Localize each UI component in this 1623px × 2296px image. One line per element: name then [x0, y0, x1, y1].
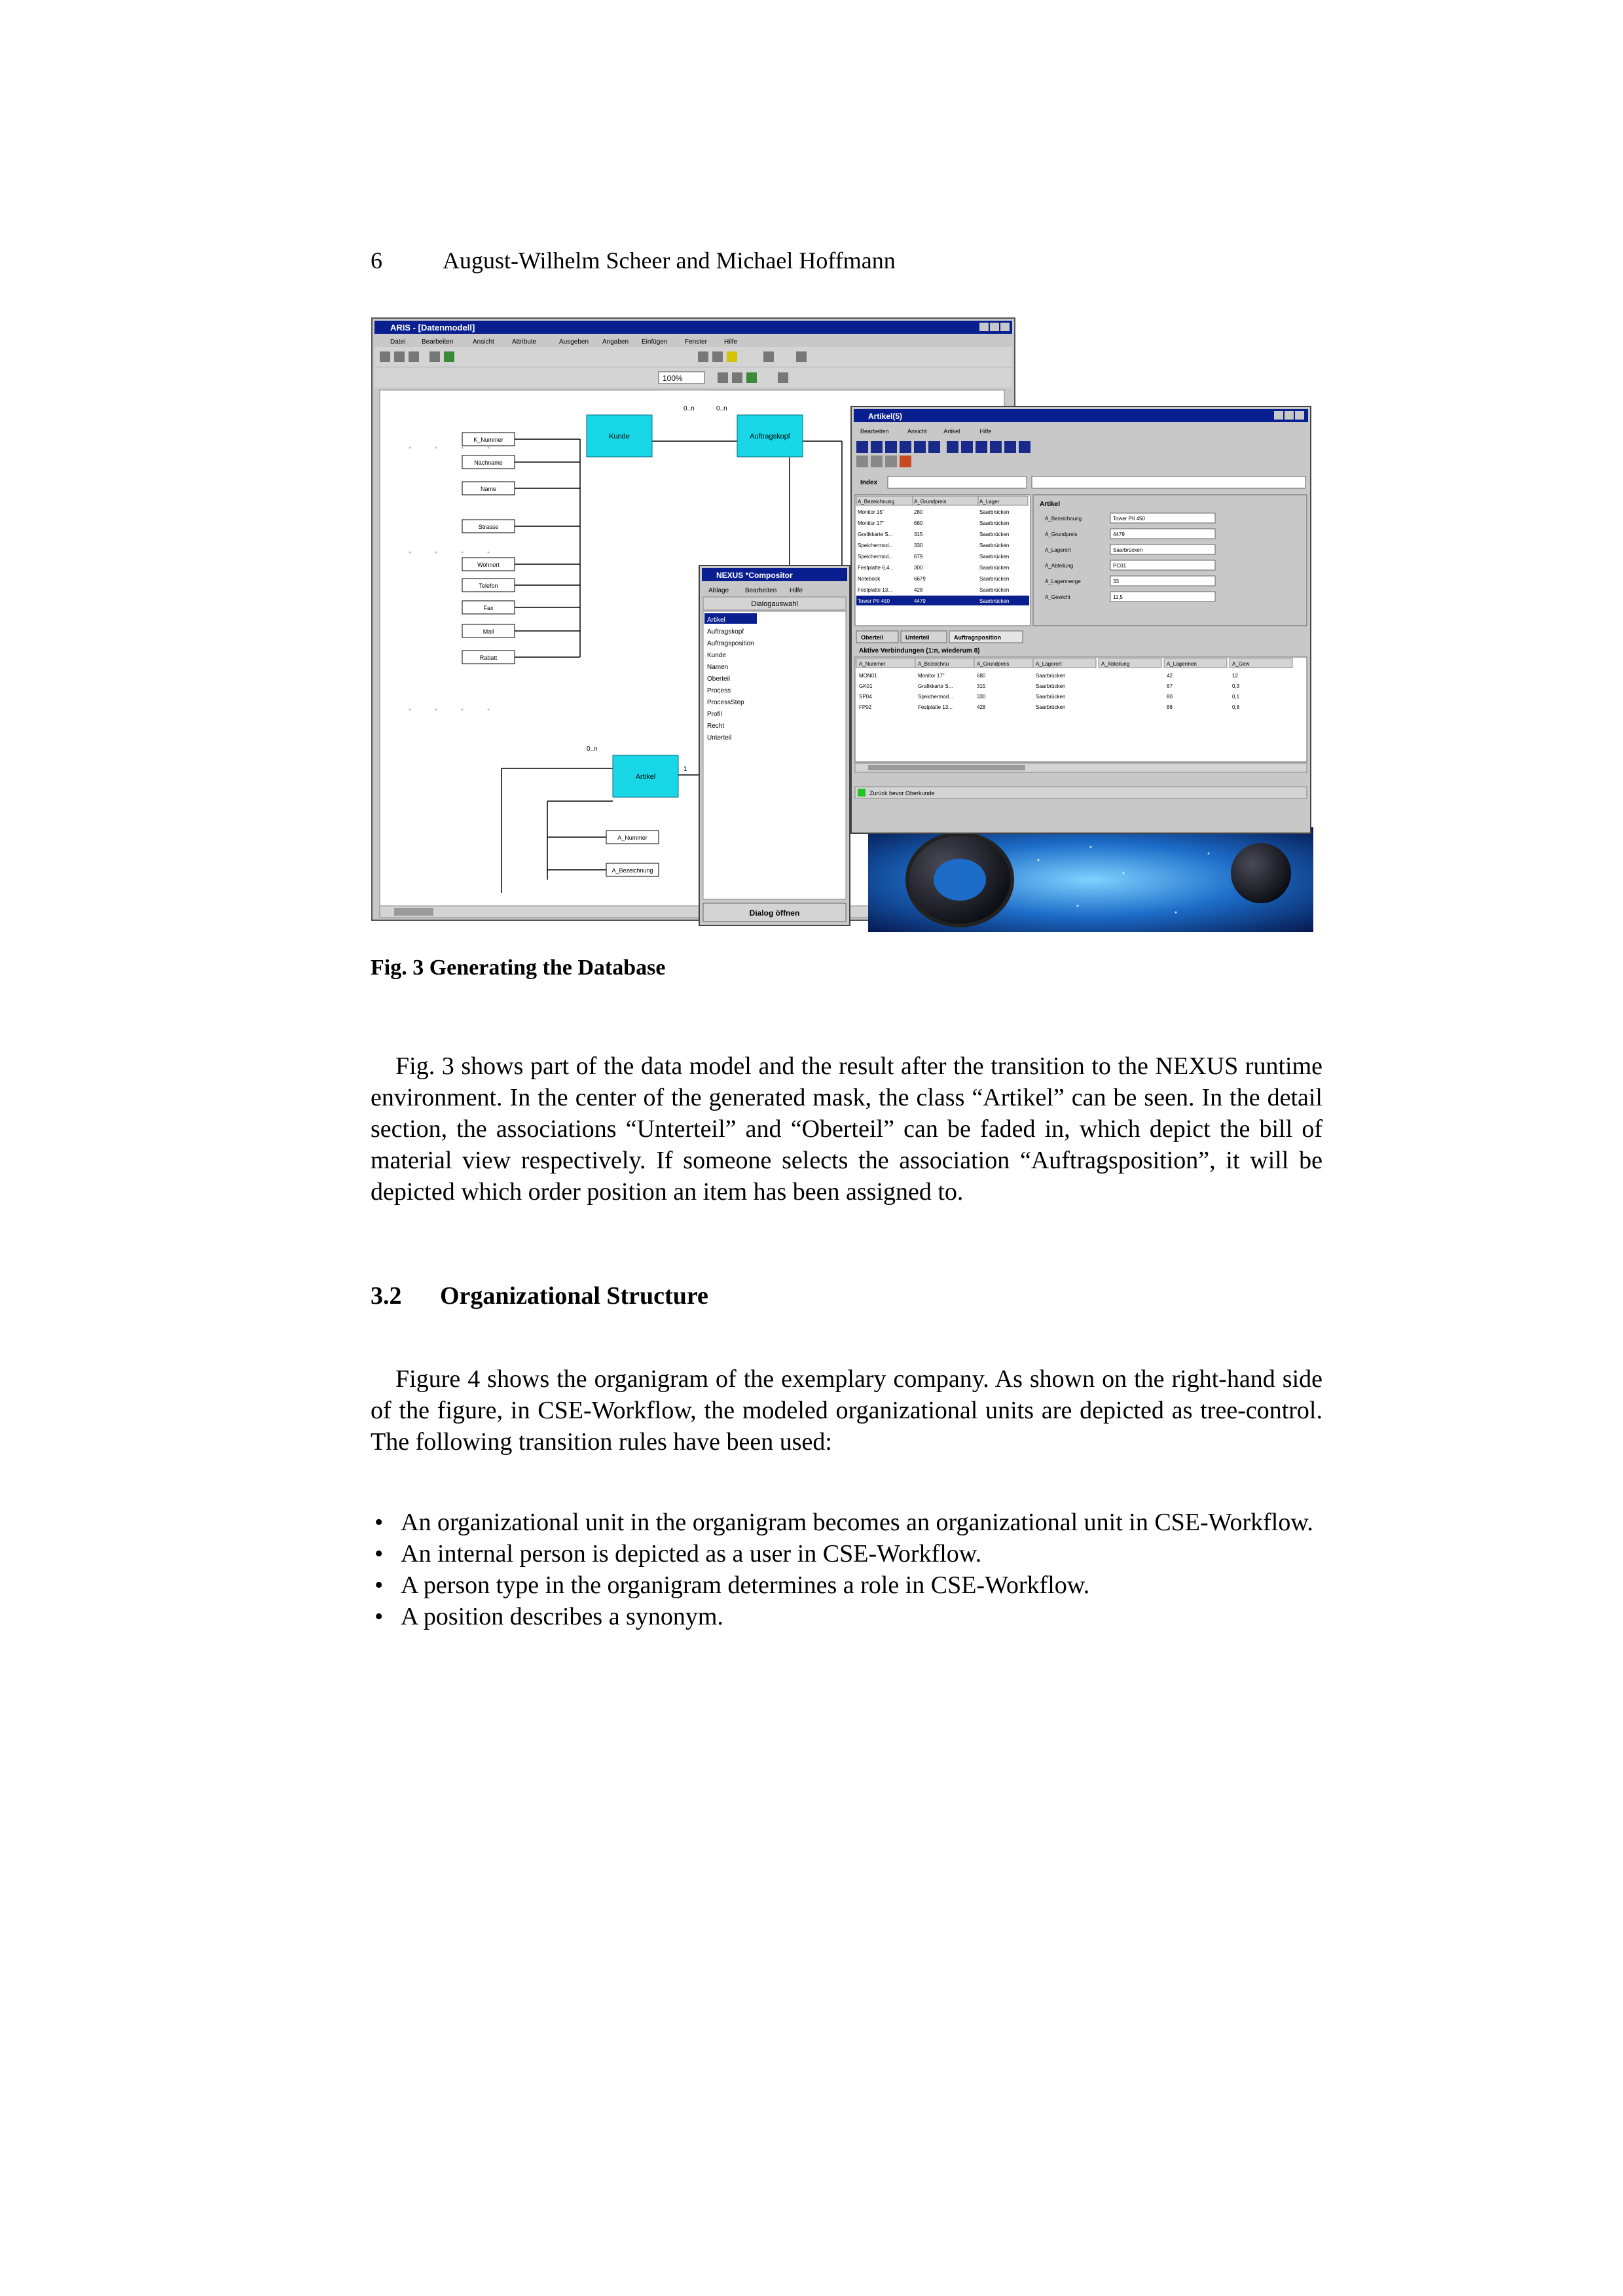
prev-record-icon[interactable] — [885, 441, 897, 453]
bullet-icon: • — [374, 1509, 384, 1536]
zoom-value: 100% — [663, 374, 683, 383]
attribute-label: Mail — [483, 628, 494, 635]
list-cell[interactable]: Monitor 15" — [858, 509, 884, 515]
compositor-item[interactable]: ProcessStep — [707, 699, 744, 706]
section-number: 3.2 — [371, 1282, 402, 1310]
table-cell[interactable]: Monitor 17" — [918, 673, 945, 679]
table-header-label: A_Lagermen — [1167, 661, 1197, 667]
entity-artikel-label: Artikel — [635, 773, 656, 781]
compositor-window — [699, 565, 850, 925]
grid-icon[interactable] — [746, 372, 757, 383]
paragraph-2: Figure 4 shows the organigram of the exemplary company. As shown on the right-hand side of the figure, in CSE-Workflow, the modeled organizational units are depicted as tree-control. The following transition rules have been used: — [371, 1365, 1322, 1456]
field-input[interactable] — [1110, 529, 1215, 539]
detail-header: Artikel — [1040, 501, 1061, 508]
list-cell[interactable]: Festplatte 13... — [858, 587, 892, 593]
attribute-label: Nachname — [474, 459, 503, 466]
compositor-item[interactable]: Kunde — [707, 652, 726, 659]
compositor-menu-bearbeiten[interactable]: Bearbeiten — [745, 587, 777, 594]
page-number: 6 — [371, 247, 382, 274]
next-record-icon[interactable] — [900, 441, 911, 453]
artikel-window — [851, 406, 1311, 833]
aris-menu-item[interactable]: Ansicht — [473, 338, 494, 346]
table-cell[interactable]: GK01 — [859, 683, 873, 689]
compositor-item[interactable]: Auftragskopf — [707, 628, 744, 636]
bullet-list — [371, 1507, 1322, 1632]
list-cell[interactable]: 300 — [914, 565, 923, 571]
first-record-icon[interactable] — [856, 441, 868, 453]
list-cell[interactable]: Saarbrücken — [979, 598, 1010, 604]
list-cell[interactable]: Saarbrücken — [979, 531, 1010, 537]
aris-menu-item[interactable]: Einfügen — [642, 338, 668, 346]
attribute-label: Telefon — [479, 583, 498, 589]
find-icon[interactable] — [885, 456, 897, 467]
table-cell[interactable]: Saarbrücken — [1036, 704, 1066, 710]
table-scroll-thumb[interactable] — [868, 765, 1025, 770]
list-cell[interactable]: Tower PII 450 — [858, 598, 890, 604]
compositor-header: Dialogauswahl — [751, 600, 798, 608]
model-icon[interactable] — [698, 351, 708, 362]
list-header-label: A_Grundpreis — [914, 499, 947, 505]
artikel-menu-item[interactable]: Hilfe — [979, 428, 992, 435]
list-cell[interactable]: 679 — [914, 554, 923, 560]
bullet-icon: • — [374, 1603, 384, 1630]
attribute-label: Fax — [483, 605, 494, 611]
prev-page-icon[interactable] — [871, 441, 883, 453]
table-cell[interactable]: 0,8 — [1232, 704, 1240, 710]
field-label: A_Bezeichnung — [1045, 516, 1082, 522]
field-value: PC01 — [1113, 563, 1127, 569]
cardinality-2: 0..n — [716, 405, 727, 412]
delete-record-icon[interactable] — [976, 441, 987, 453]
aris-maximize-icon[interactable] — [990, 323, 999, 331]
aris-menu-bar — [390, 338, 737, 346]
connect-icon[interactable] — [732, 372, 742, 383]
list-cell[interactable]: 4479 — [914, 598, 926, 604]
sort-icon[interactable] — [871, 456, 883, 467]
list-header-label: A_Lager — [979, 499, 1000, 505]
table-cell[interactable]: 12 — [1232, 673, 1238, 679]
association-label: Aktive Verbindungen (1:n, wiederum 8) — [859, 647, 980, 655]
table-cell[interactable]: 80 — [1167, 694, 1173, 700]
index-label: Index — [860, 479, 878, 486]
association-tab-label: Oberteil — [861, 634, 884, 641]
aris-menu-item[interactable]: Bearbeiten — [422, 338, 454, 346]
list-cell[interactable]: Saarbrücken — [979, 587, 1010, 593]
artikel-title-bar — [854, 409, 1308, 422]
list-cell[interactable]: 315 — [914, 531, 923, 537]
field-label: A_Lagerort — [1045, 547, 1071, 553]
symbol-icon[interactable] — [778, 372, 788, 383]
bullet-icon: • — [374, 1540, 384, 1568]
association-tab-label: Unterteil — [905, 634, 930, 641]
field-label: A_Lagermenge — [1045, 579, 1081, 584]
list-item: • An internal person is depicted as a user in CSE-Workflow. — [371, 1538, 1322, 1570]
artikel-menu-item[interactable]: Ansicht — [907, 428, 927, 435]
paragraph-1: Fig. 3 shows part of the data model and the result after the transition to the NEXUS runtime environment. In the center of the generated mask, the class “Artikel” can be seen. In the detail section, the associations “Unterteil” and “Oberteil” can be faded in, which depict the bill of material view respectively. If someone selects the association “Auftragsposition”, it will be depicted which order position an item has been assigned to. — [371, 1052, 1322, 1206]
table-cell[interactable]: Speichermod... — [918, 694, 953, 700]
entity-auftragskopf-label: Auftragskopf — [750, 433, 790, 440]
list-cell[interactable]: Notebook — [858, 576, 881, 582]
field-value: 4479 — [1113, 531, 1125, 537]
print-record-icon[interactable] — [1004, 441, 1016, 453]
artikel-minimize-icon[interactable] — [1274, 411, 1283, 420]
list-cell[interactable]: Saarbrücken — [979, 554, 1010, 560]
aris-minimize-icon[interactable] — [979, 323, 989, 331]
compositor-item[interactable]: Process — [707, 687, 731, 694]
compositor-menu-hilfe[interactable]: Hilfe — [790, 587, 803, 594]
aris-scroll-thumb[interactable] — [394, 908, 433, 916]
list-item: • An organizational unit in the organigram becomes an organizational unit in CSE-Workflow. — [371, 1507, 1322, 1538]
field-input[interactable] — [1110, 592, 1215, 601]
status-text: Zurück bevor Oberkunde — [869, 790, 935, 797]
dialog-open-label: Dialog öffnen — [749, 908, 800, 918]
aris-menu-item[interactable]: Attribute — [512, 338, 537, 346]
table-cell[interactable]: Saarbrücken — [1036, 694, 1066, 700]
filter-icon[interactable] — [712, 351, 723, 362]
artikel-title: Artikel(5) — [868, 412, 903, 421]
list-cell[interactable]: Saarbrücken — [979, 565, 1010, 571]
next-page-icon[interactable] — [914, 441, 926, 453]
save-icon[interactable] — [409, 351, 419, 362]
running-head-authors: August-Wilhelm Scheer and Michael Hoffmann — [443, 247, 896, 274]
status-ok-icon — [858, 789, 866, 797]
section-title: Organizational Structure — [440, 1282, 708, 1310]
aris-close-icon[interactable] — [1000, 323, 1010, 331]
compositor-item[interactable]: Recht — [707, 723, 725, 730]
artikel-maximize-icon[interactable] — [1285, 411, 1294, 420]
list-cell[interactable]: Saarbrücken — [979, 520, 1010, 526]
table-cell[interactable]: 0,3 — [1232, 683, 1240, 689]
last-record-icon[interactable] — [928, 441, 940, 453]
list-cell[interactable]: 280 — [914, 509, 923, 515]
figure-screenshot — [371, 317, 1313, 935]
table-header-label: A_Grundpreis — [977, 661, 1010, 667]
section-heading — [371, 1282, 708, 1310]
list-item: • A position describes a synonym. — [371, 1601, 1322, 1632]
compositor-title: NEXUS *Compositor — [716, 571, 793, 580]
list-cell[interactable]: Grafikkarte S... — [858, 531, 893, 537]
compositor-item[interactable]: Profil — [707, 711, 722, 718]
list-cell[interactable]: Saarbrücken — [979, 509, 1010, 515]
field-input[interactable] — [1110, 576, 1215, 586]
aris-menu-item[interactable]: Datei — [390, 338, 406, 346]
aris-menu-item[interactable]: Hilfe — [724, 338, 738, 346]
list-cell[interactable]: 680 — [914, 520, 923, 526]
layout-icon[interactable] — [763, 351, 774, 362]
list-cell[interactable]: 428 — [914, 587, 923, 593]
compositor-item[interactable]: Unterteil — [707, 734, 732, 742]
entity-kunde-label: Kunde — [609, 433, 630, 440]
table-cell[interactable]: FP02 — [859, 704, 872, 710]
refresh-icon[interactable] — [1019, 441, 1030, 453]
list-cell[interactable]: Monitor 17" — [858, 520, 884, 526]
table-header-label: A_Nummer — [859, 661, 886, 667]
table-cell[interactable]: 42 — [1167, 673, 1173, 679]
save-record-icon[interactable] — [990, 441, 1002, 453]
table-cell[interactable]: Saarbrücken — [1036, 673, 1066, 679]
compositor-menu-ablage[interactable]: Ablage — [708, 587, 729, 594]
table-cell[interactable]: 0,1 — [1232, 694, 1240, 700]
table-cell[interactable]: 680 — [977, 673, 986, 679]
attribute-label: Wohnort — [477, 562, 500, 568]
print-icon[interactable] — [429, 351, 440, 362]
table-header-label: A_Abteilung — [1101, 661, 1130, 667]
artikel-menu-item[interactable]: Bearbeiten — [860, 428, 889, 435]
tree-icon[interactable] — [444, 351, 454, 362]
compositor-item[interactable]: Artikel — [707, 617, 725, 624]
pointer-icon[interactable] — [718, 372, 728, 383]
association-tabs — [856, 631, 1023, 643]
figure-caption: Fig. 3 Generating the Database — [371, 956, 666, 980]
table-cell[interactable]: MON01 — [859, 673, 877, 679]
list-cell[interactable]: Speichermod... — [858, 543, 893, 548]
new-record-icon[interactable] — [947, 441, 958, 453]
field-label: A_Gewicht — [1045, 594, 1070, 600]
list-cell[interactable]: 330 — [914, 543, 923, 548]
aris-menu-item[interactable]: Fenster — [685, 338, 707, 346]
compositor-item[interactable]: Namen — [707, 664, 729, 671]
bulb-icon[interactable] — [727, 351, 737, 362]
cardinality-3: 0..n — [587, 745, 598, 753]
table-cell[interactable]: Grafikkarte S... — [918, 683, 953, 689]
cardinality-4: 1 — [684, 766, 687, 773]
association-tab-label: Auftragsposition — [954, 634, 1001, 641]
attribute-label: A_Bezeichnung — [611, 867, 653, 874]
list-cell[interactable]: 6679 — [914, 576, 926, 582]
desktop-background — [868, 827, 1313, 932]
bullet-icon: • — [374, 1571, 384, 1599]
field-value: Saarbrücken — [1113, 547, 1143, 553]
table-cell[interactable]: 428 — [977, 704, 986, 710]
attribute-label: Name — [480, 486, 497, 492]
open-icon[interactable] — [394, 351, 405, 362]
field-label: A_Grundpreis — [1045, 531, 1078, 537]
list-cell[interactable]: Saarbrücken — [979, 543, 1010, 548]
table-cell[interactable]: SP04 — [859, 694, 872, 700]
copy-record-icon[interactable] — [961, 441, 973, 453]
list-cell[interactable]: Saarbrücken — [979, 576, 1010, 582]
running-header — [371, 247, 896, 274]
table-header-label: A_Gew — [1232, 661, 1250, 667]
artikel-close-icon[interactable] — [1295, 411, 1304, 420]
list-item: • A person type in the organigram determines a role in CSE-Workflow. — [371, 1570, 1322, 1601]
index-value-field[interactable] — [1032, 476, 1305, 488]
attribute-label: Rabatt — [479, 655, 498, 661]
aris-title: ARIS - [Datenmodell] — [390, 323, 475, 332]
attribute-label: A_Nummer — [617, 834, 647, 841]
field-value: 11,5 — [1113, 594, 1123, 600]
chart-icon[interactable] — [900, 456, 911, 467]
list-cell[interactable]: Festplatte 6,4... — [858, 565, 894, 571]
field-value: Tower PII 450 — [1113, 516, 1145, 522]
table-header-label: A_Lagerort — [1036, 661, 1062, 667]
cardinality-1: 0..n — [684, 405, 695, 412]
filter-record-icon[interactable] — [856, 456, 868, 467]
table-cell[interactable]: 88 — [1167, 704, 1173, 710]
compositor-item[interactable]: Auftragsposition — [707, 640, 754, 647]
field-label: A_Abteilung — [1045, 563, 1074, 569]
compositor-item[interactable]: Oberteil — [707, 675, 731, 683]
index-select[interactable] — [888, 476, 1027, 488]
table-cell[interactable]: 67 — [1167, 683, 1173, 689]
aris-menu-item[interactable]: Ausgeben — [559, 338, 589, 346]
attribute-label: K_Nummer — [473, 437, 503, 443]
table-cell[interactable]: Saarbrücken — [1036, 683, 1066, 689]
artikel-menu-item[interactable]: Artikel — [943, 428, 960, 435]
attribute-label: Strasse — [478, 524, 499, 530]
table-cell[interactable]: Festplatte 13... — [918, 704, 953, 710]
list-cell[interactable]: Speichermod... — [858, 554, 893, 560]
table-header-label: A_Bezeichnu — [918, 661, 949, 667]
zoom-in-icon[interactable] — [796, 351, 807, 362]
new-icon[interactable] — [380, 351, 390, 362]
table-cell[interactable]: 315 — [977, 683, 986, 689]
field-value: 33 — [1113, 579, 1119, 584]
aris-menu-item[interactable]: Angaben — [602, 338, 629, 346]
list-header-label: A_Bezeichnung — [858, 499, 895, 505]
table-cell[interactable]: 330 — [977, 694, 986, 700]
